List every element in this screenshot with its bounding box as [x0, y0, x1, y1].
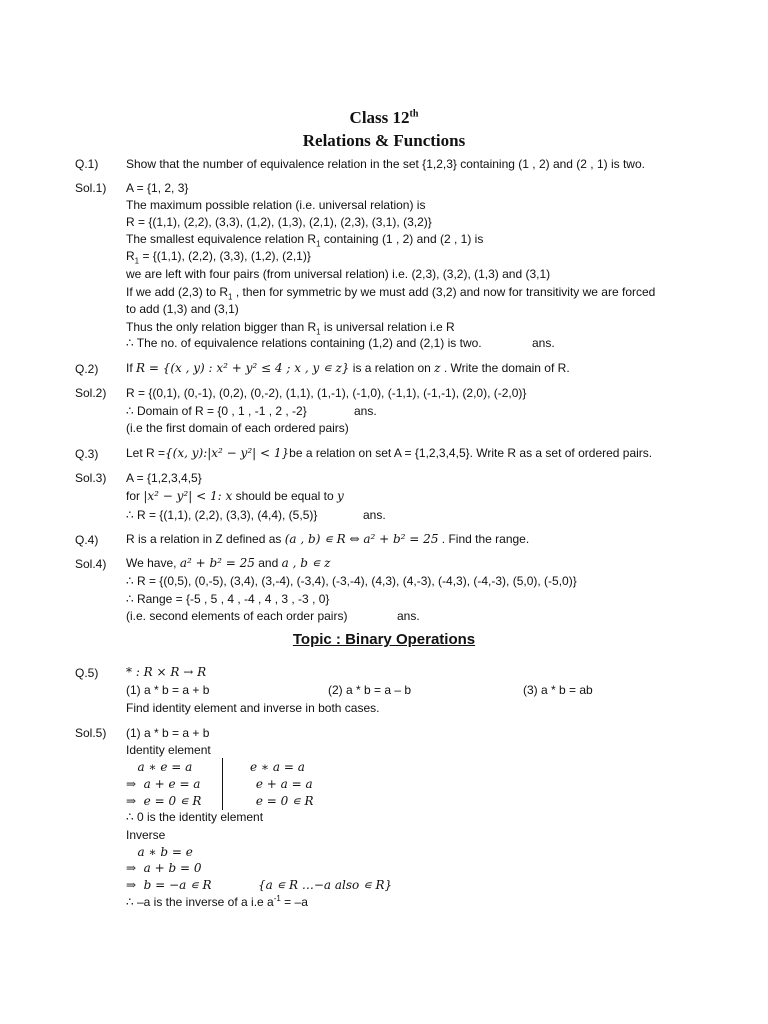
sol3-line: for |x² − y²| < 1: x should be equal to y: [126, 489, 344, 503]
sol5-line: ∴ –a is the inverse of a i.e $a^{-1} = -a$: [126, 894, 308, 909]
sol5-right-step: e + a = a: [252, 777, 313, 791]
q5-option-1: (1) a * b = a + b: [126, 683, 210, 697]
sol5-label: Sol.5): [75, 726, 107, 740]
q2-text: If R = {(x , y) : x² + y² ≤ 4 ; x , y ∊ z} is a relation on z . Write the domain of R.: [126, 361, 570, 375]
sol4-line: ∴ Range = {-5 , 5 , 4 , -4 , 4 , 3 , -3 , 0}: [126, 592, 330, 606]
sol1-line: to add (1,3) and (3,1): [126, 302, 239, 316]
sol5-note: {a ∊ R …−a also ∊ R}: [258, 878, 393, 892]
sol4-label: Sol.4): [75, 557, 107, 571]
sol5-left-step: ⇒ a + e = a: [126, 777, 201, 791]
sol5-line: Identity element: [126, 743, 211, 757]
sol3-line: A = {1,2,3,4,5}: [126, 471, 202, 485]
sol5-line: ⇒ a + b = 0: [126, 861, 202, 875]
sol4-ans: ans.: [397, 609, 420, 623]
sol5-right-step: e = 0 ∊ R: [252, 794, 314, 808]
sol5-right-step: e ∗ a = a: [250, 760, 305, 774]
sol1-ans: ans.: [532, 336, 555, 350]
sol2-line: ∴ Domain of R = {0 , 1 , -1 , 2 , -2}: [126, 404, 307, 418]
q1-label: Q.1): [75, 157, 99, 171]
q3-label: Q.3): [75, 447, 99, 461]
sol4-line: (i.e. second elements of each order pairs): [126, 609, 348, 623]
sol1-line: Thus the only relation bigger than $R_1$ is universal relation i.e R: [126, 320, 455, 337]
q1-text: Show that the number of equivalence relation in the set {1,2,3} containing (1 , 2) and (2 , 1) is two.: [126, 157, 645, 171]
sol2-line: (i.e the first domain of each ordered pairs): [126, 421, 349, 435]
q5-label: Q.5): [75, 666, 99, 680]
class-title: Class 12th: [349, 108, 419, 127]
sol1-line: we are left with four pairs (from universal relation) i.e. (2,3), (3,2), (1,3) and (3,1): [126, 267, 551, 281]
sol1-line: R = {(1,1), (2,2), (3,3), (1,2), (1,3), (2,1), (2,3), (3,1), (3,2)}: [126, 215, 432, 229]
sol5-line: Inverse: [126, 828, 166, 842]
sol1-line: If we add (2,3) to $R_1$ , then for symmetric by we must add (3,2) and now for transitivity we are forced: [126, 285, 656, 302]
sol2-line: R = {(0,1), (0,-1), (0,2), (0,-2), (1,1), (1,-1), (-1,0), (-1,1), (-1,-1), (2,0), (-2,0)}: [126, 386, 527, 400]
sol5-left-step: ⇒ e = 0 ∊ R: [126, 794, 202, 808]
sol1-line: The maximum possible relation (i.e. universal relation) is: [126, 198, 426, 212]
step-divider: [222, 758, 223, 810]
sol3-ans: ans.: [363, 508, 386, 522]
q5-line: Find identity element and inverse in both cases.: [126, 701, 380, 715]
sol2-ans: ans.: [354, 404, 377, 418]
q4-text: R is a relation in Z defined as (a , b) ∊ R ⇔ a² + b² = 25 . Find the range.: [126, 532, 530, 546]
sol3-line: ∴ R = {(1,1), (2,2), (3,3), (4,4), (5,5)}: [126, 508, 318, 522]
q4-label: Q.4): [75, 533, 99, 547]
sol1-line: The smallest equivalence relation $R_1$ containing (1 , 2) and (2 , 1) is: [126, 232, 484, 249]
q3-text: Let R ={(x, y):|x² − y²| < 1}be a relation on set A = {1,2,3,4,5}. Write R as a set of ordered pairs.: [126, 446, 653, 460]
sol5-line: ∴ 0 is the identity element: [126, 810, 264, 824]
sol4-line: ∴ R = {(0,5), (0,-5), (3,4), (3,-4), (-3,4), (-3,-4), (4,3), (4,-3), (-4,3), (-4,-3), (5,0), (-5,0)}: [126, 574, 577, 588]
subject-title: Relations & Functions: [302, 131, 466, 150]
q5-line: * : R × R → R: [126, 665, 207, 679]
sol4-line: We have, a² + b² = 25 and a , b ∊ z: [126, 556, 331, 570]
sol1-line: ∴ The no. of equivalence relations containing (1,2) and (2,1) is two.: [126, 336, 482, 350]
q5-option-2: (2) a * b = a – b: [328, 683, 412, 697]
sol1-label: Sol.1): [75, 181, 107, 195]
q2-label: Q.2): [75, 362, 99, 376]
topic-heading: Topic : Binary Operations: [292, 631, 476, 648]
q5-option-3: (3) a * b = ab: [523, 683, 593, 697]
sol5-line: ⇒ b = −a ∊ R: [126, 878, 212, 892]
sol1-line: A = {1, 2, 3}: [126, 181, 189, 195]
sol5-left-step: a ∗ e = a: [126, 760, 193, 774]
sol5-line: (1) a * b = a + b: [126, 726, 210, 740]
sol5-line: a ∗ b = e: [126, 845, 193, 859]
sol3-label: Sol.3): [75, 471, 107, 485]
sol1-line: $R_1 = \{(1,1)$, (2,2), (3,3), (1,2), (2,1)}: [126, 249, 311, 266]
sol2-label: Sol.2): [75, 386, 107, 400]
